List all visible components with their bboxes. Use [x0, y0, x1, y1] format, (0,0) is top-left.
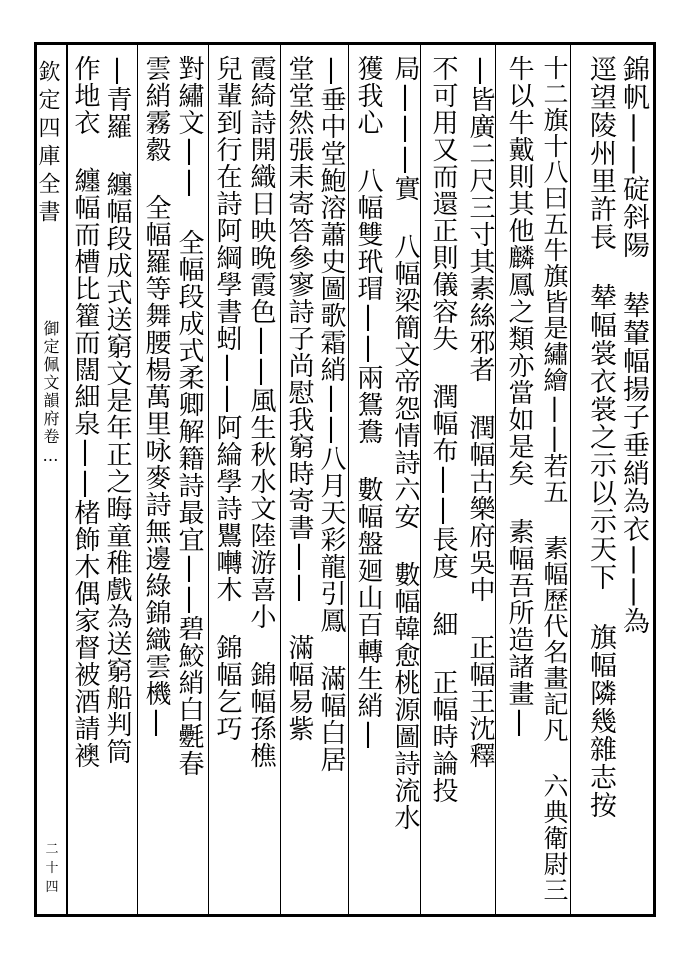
- text-column: 逕望陵州里許長 辇幅裳衣裳之示以示天下 旗幅隣幾雜志按: [585, 55, 616, 819]
- text-column: 作地衣 纏幅而槽比籊而闊細泉||楮飾木偶家督被酒請襖: [70, 55, 100, 769]
- page-number: 二十四: [45, 842, 59, 895]
- text-column: 堂堂然張耒寄答參寥詩子尚慰我窮時寄書|| 滿幅易紫: [284, 55, 314, 742]
- text-column: 兒輩到行在詩阿綱學書蚓||阿綸學詩鸎囀木 錦幅乞巧: [212, 55, 242, 742]
- frame-right-rule: [653, 42, 656, 917]
- frame-top-rule: [34, 42, 656, 45]
- text-column: 獲我心 八幅雙玳瑁||兩鴛鴦 數幅盤廻山百轉生綃|: [353, 55, 383, 750]
- column-divider: [570, 45, 571, 914]
- text-column: 牛以牛戴則其他麟鳳之類亦當如是矣 素幅吾所造諸畫|: [504, 55, 534, 738]
- text-column: |青羅 纏幅段成式送窮文是年正之晦童稚戲為送窮船判筒: [102, 55, 132, 765]
- text-column: |皆廣二尺三寸其素絲邪者 潤幅古樂府吳中 正幅王沈釋: [465, 55, 495, 769]
- frame-bottom-rule: [34, 914, 656, 917]
- text-column: 十二旗十八曰五牛旗皆是繡繪||若五 素幅歷代名畫記凡 六典衛尉三: [540, 55, 569, 903]
- text-column: 不可用又而還正則儀容失 潤幅布||長度 細 正幅時論投: [428, 55, 458, 804]
- column-divider: [348, 45, 349, 914]
- margin-divider-rule: [66, 42, 68, 917]
- book-title: 欽定四庫全書: [35, 60, 60, 228]
- text-column: 錦帆||碇斜陽 辇輦幅揚子垂綃為衣||為: [618, 55, 649, 635]
- text-column: 對繡文|| 全幅段成式柔卿解籍詩最宜||碧鮫綃白氎春: [174, 55, 204, 777]
- text-column: |垂中堂鮑溶蕭史圖歌霜綃||八月天彩龍引鳳 滿幅白居: [316, 55, 346, 773]
- text-column: 雲綃霧縠 全幅羅等舞腰楊萬里咏麥詩無邊綠錦織雲機|: [141, 55, 171, 738]
- text-column: 局|||實 八幅梁簡文帝怨情詩六安 數幅韓愈桃源圖詩流水: [390, 55, 420, 831]
- column-divider: [137, 45, 138, 914]
- column-divider: [208, 45, 209, 914]
- volume-title: 御定佩文韻府卷…: [41, 320, 60, 467]
- column-divider: [495, 45, 496, 914]
- column-divider: [280, 45, 281, 914]
- column-divider: [420, 45, 421, 914]
- text-column: 霞綺詩開織日映晚霞色||風生秋水文陸游喜小 錦幅孫樵: [246, 55, 276, 769]
